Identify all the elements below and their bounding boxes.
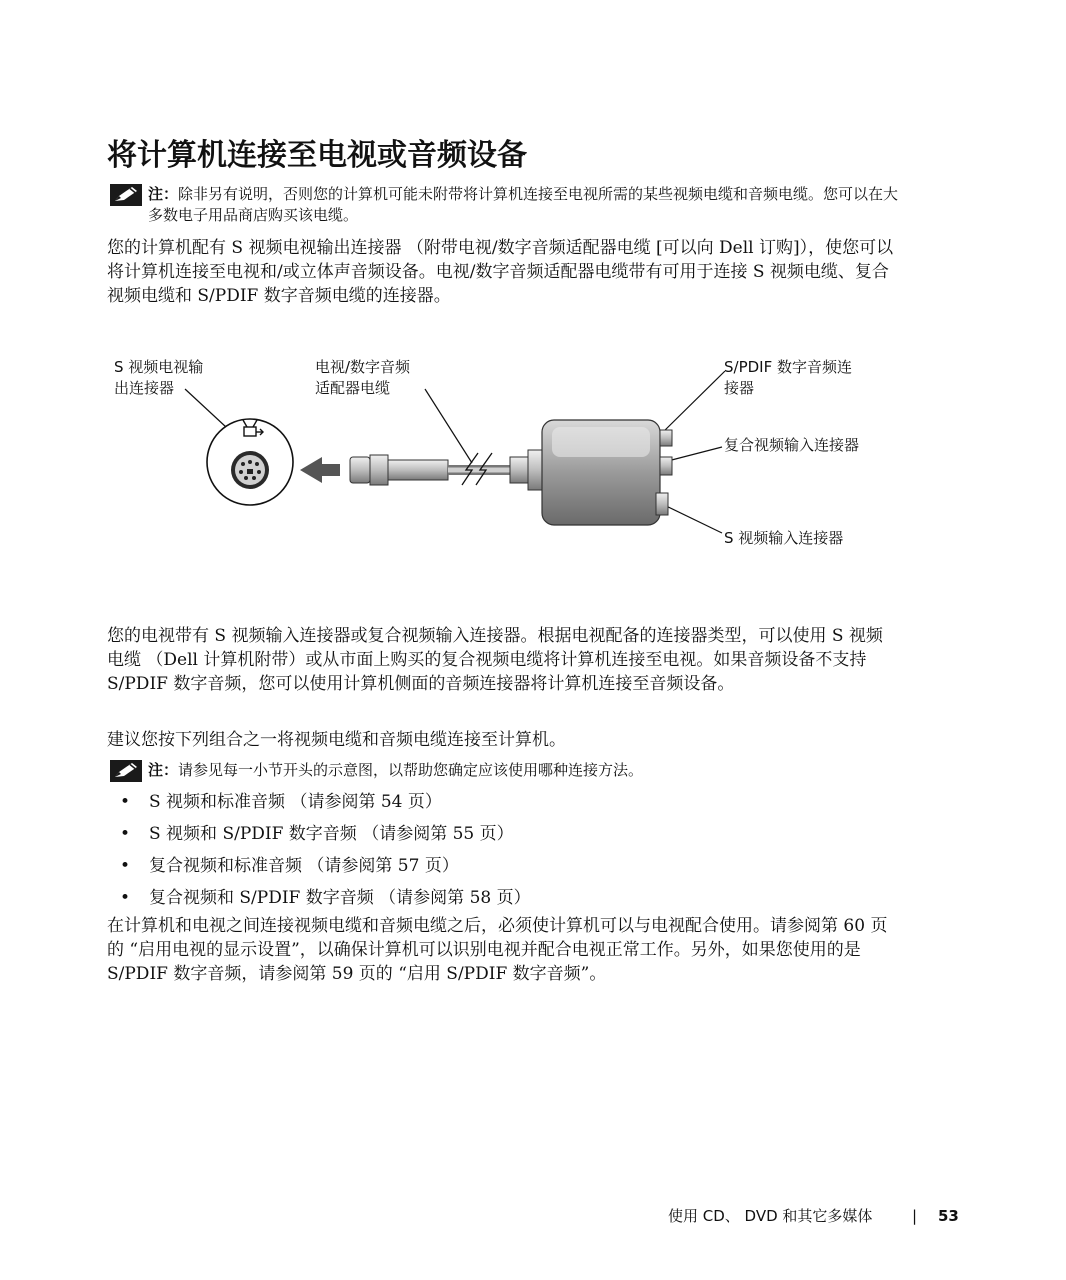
bullet-glyph: • <box>120 856 131 876</box>
connection-diagram <box>100 345 900 560</box>
arrow-left-icon <box>300 457 340 483</box>
note-label: 注： <box>148 761 179 779</box>
intro-paragraph: 您的计算机配有 S 视频电视输出连接器 （附带电视/数字音频适配器电缆 [可以向 Dell 订购]），使您可以将计算机连接至电视和/或立体声音频设备。电视/数字音频适配器电缆带有可用于连接 S 视频电缆、复合视频电缆和 S/PDIF 数字音频电缆的连接器。 <box>107 238 894 306</box>
bullet-glyph: • <box>120 824 131 844</box>
page-number: 53 <box>938 1207 959 1225</box>
footer-separator: | <box>912 1207 918 1225</box>
list-item-text: S 视频和标准音频 （请参阅第 54 页） <box>149 792 442 812</box>
list-item-text: 复合视频和标准音频 （请参阅第 57 页） <box>149 856 459 876</box>
callout-adapter-cable: 电视/数字音频 适配器电缆 <box>315 358 411 397</box>
bullet-glyph: • <box>120 888 131 908</box>
list-item-text: 复合视频和 S/PDIF 数字音频 （请参阅第 58 页） <box>149 888 531 908</box>
list-item <box>107 790 887 822</box>
connection-options-list <box>107 790 887 918</box>
recommendation-paragraph: 建议您按下列组合之一将视频电缆和音频电缆连接至计算机。 <box>107 730 566 750</box>
page-title: 将计算机连接至电视或音频设备 <box>107 138 527 173</box>
tv-connector-paragraph: 您的电视带有 S 视频输入连接器或复合视频输入连接器。根据电视配备的连接器类型，可以使用 S 视频电缆 （Dell 计算机附带）或从市面上购买的复合视频电缆将计算机连接至电视。如果音频设备不支持 S/PDIF 数字音频，您可以使用计算机侧面的音频连接器将计算机连接至音频设备。 <box>107 626 883 694</box>
footer-section-title: 使用 CD、 DVD 和其它多媒体 <box>668 1207 873 1225</box>
callout-spdif: S/PDIF 数字音频连 接器 <box>724 358 852 397</box>
note-label: 注： <box>148 185 179 203</box>
svideo-port-icon <box>231 451 269 489</box>
note-text: 请参见每一小节开头的示意图，以帮助您确定应该使用哪种连接方法。 <box>178 761 644 779</box>
closing-paragraph: 在计算机和电视之间连接视频电缆和音频电缆之后，必须使计算机可以与电视配合使用。请参阅第 60 页的 “启用电视的显示设置”，以确保计算机可以识别电视并配合电视正常工作。另外，如果您使用的是 S/PDIF 数字音频，请参阅第 59 页的 “启用 S/PDIF 数字音频”。 <box>107 916 888 984</box>
list-item <box>107 822 887 854</box>
list-item <box>107 854 887 886</box>
pencil-note-icon <box>110 760 142 782</box>
pencil-note-icon <box>110 184 142 206</box>
adapter-cable-icon <box>350 420 672 525</box>
note-2 <box>110 760 900 781</box>
list-item-text: S 视频和 S/PDIF 数字音频 （请参阅第 55 页） <box>149 824 514 844</box>
callout-svideo-in: S 视频输入连接器 <box>724 529 844 547</box>
bullet-glyph: • <box>120 792 131 812</box>
callout-svideo-out: S 视频电视输 出连接器 <box>114 358 204 397</box>
note-1 <box>110 184 900 226</box>
callout-composite-in: 复合视频输入连接器 <box>724 436 860 454</box>
note-text: 除非另有说明，否则您的计算机可能未附带将计算机连接至电视所需的某些视频电缆和音频电缆。您可以在大多数电子用品商店购买该电缆。 <box>148 185 899 224</box>
tv-out-port <box>207 419 293 505</box>
